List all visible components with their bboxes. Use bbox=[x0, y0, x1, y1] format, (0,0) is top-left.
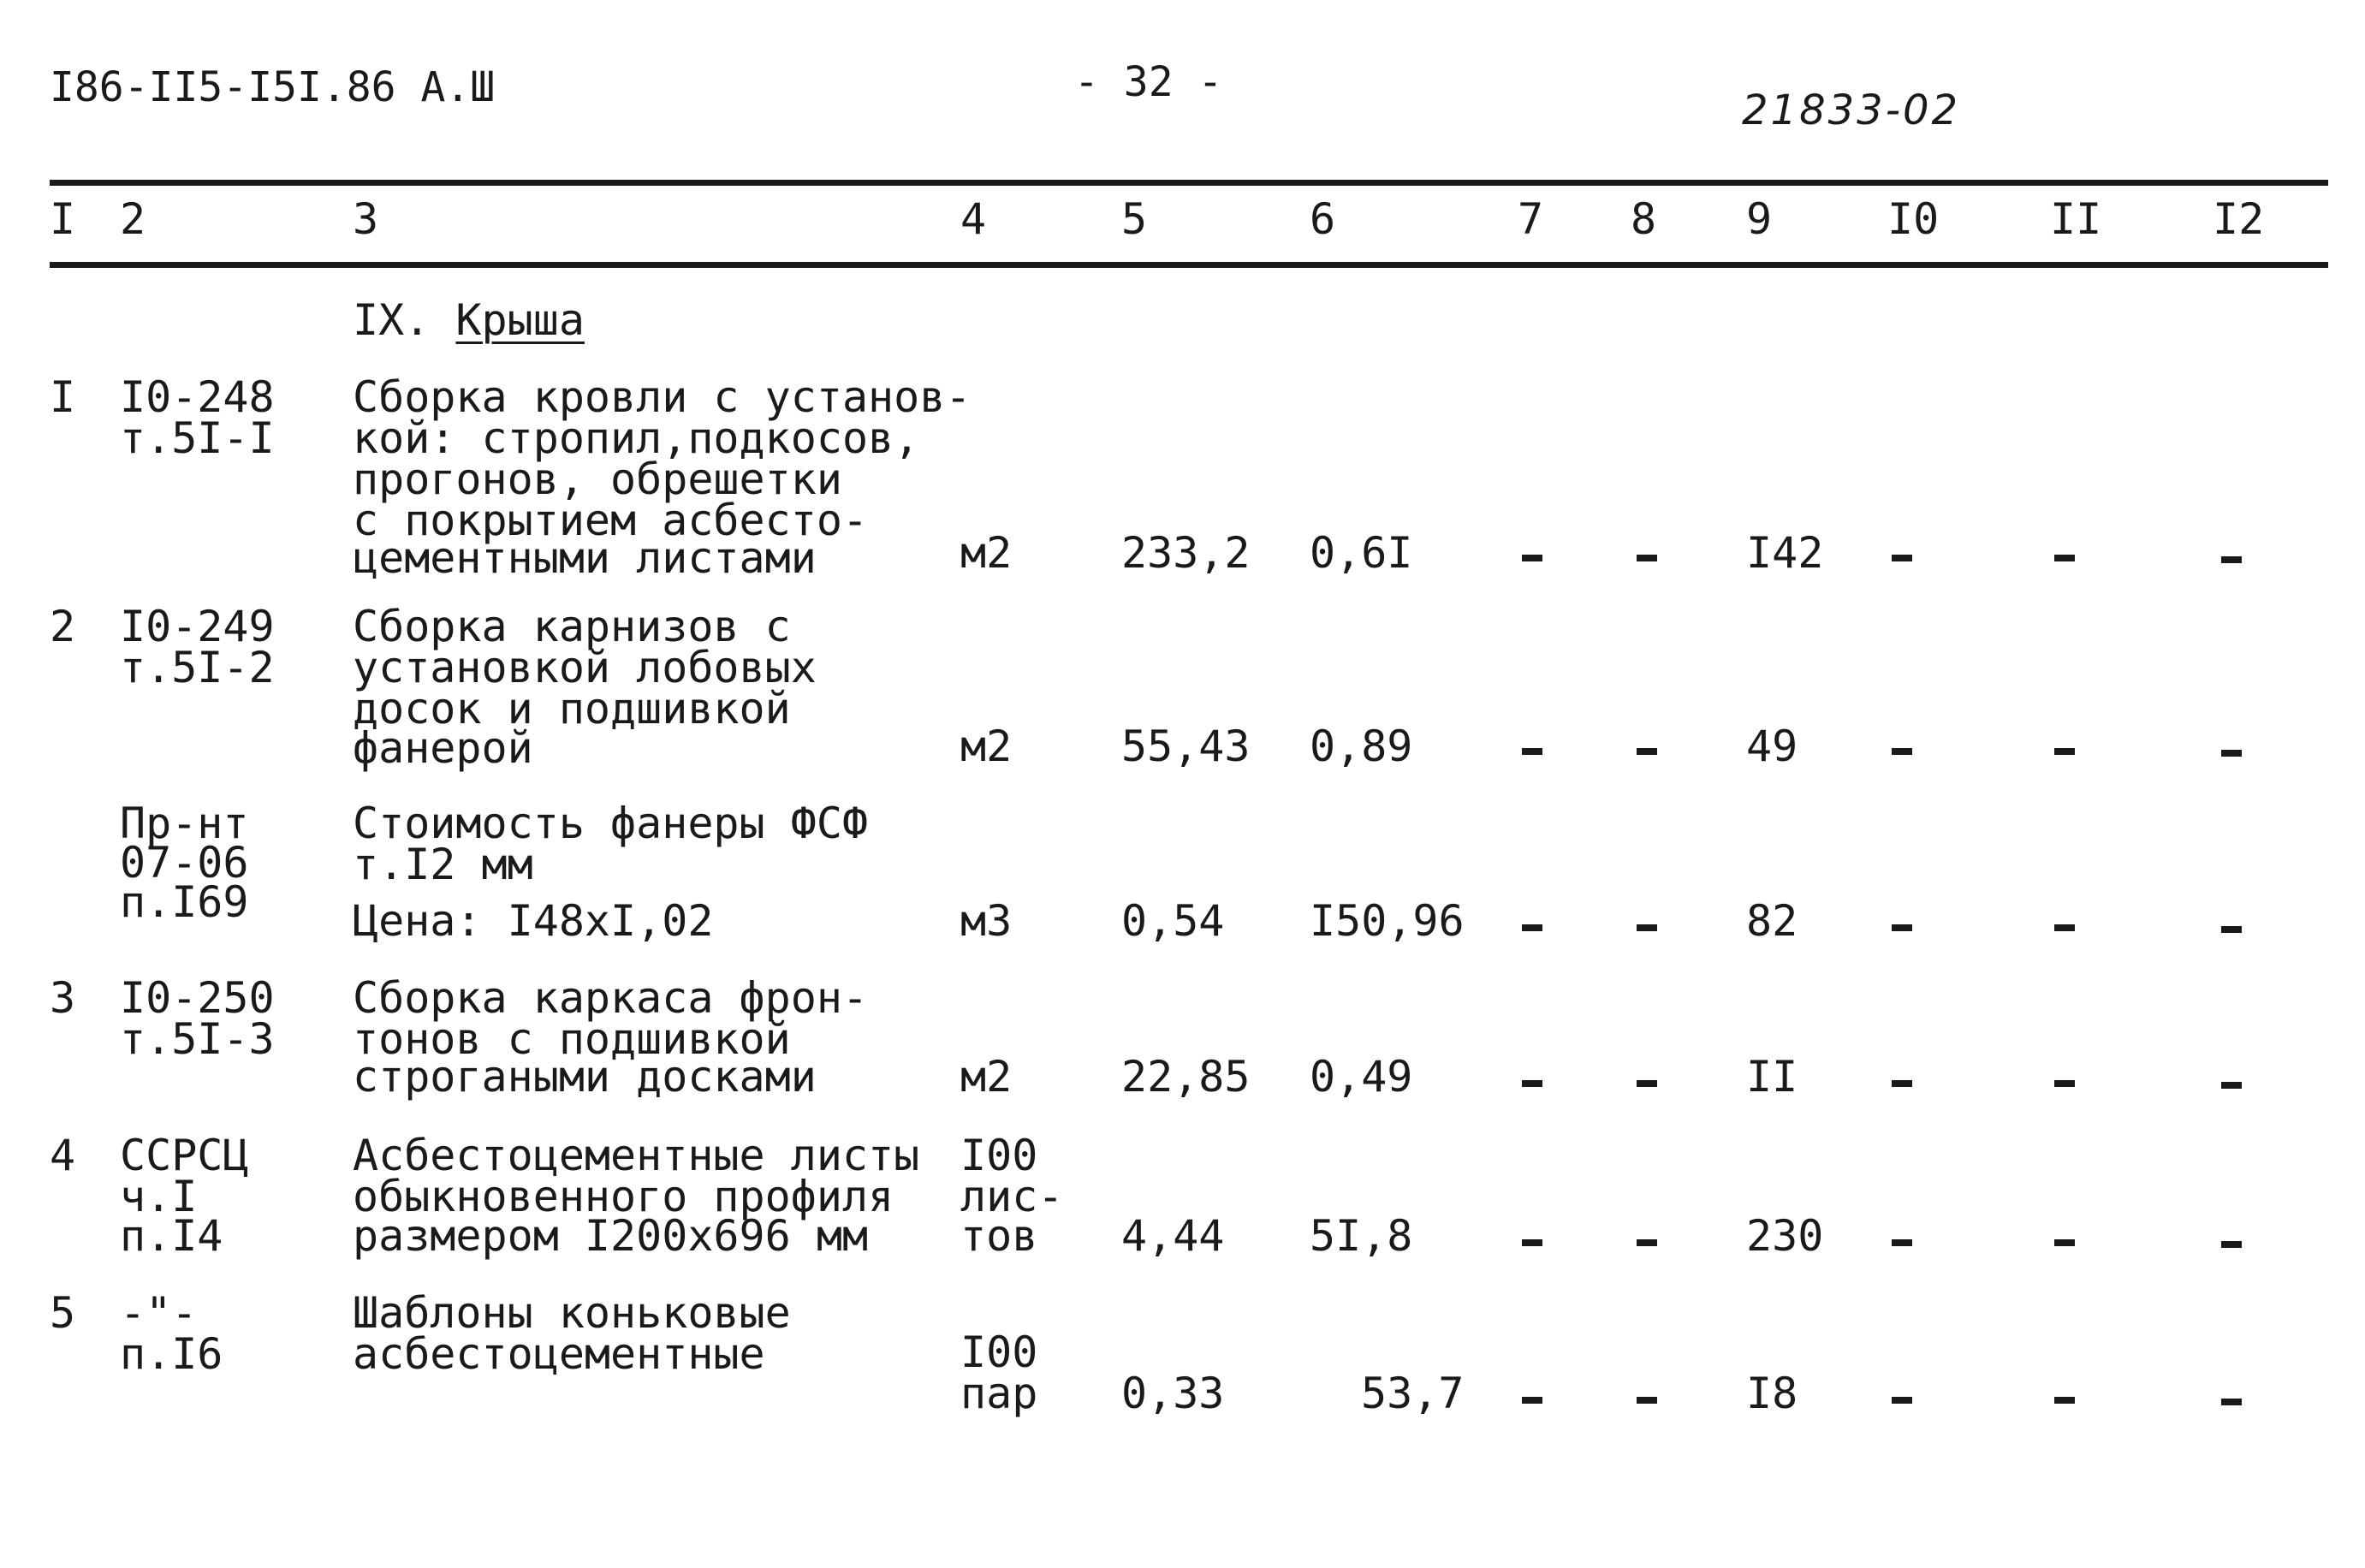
col-header-6: 6 bbox=[1310, 194, 1336, 244]
empty-cell-dash bbox=[2221, 926, 2242, 933]
unit: м2 bbox=[960, 1052, 1013, 1102]
work-description: асбестоцементные bbox=[353, 1329, 765, 1379]
unit: м2 bbox=[960, 528, 1013, 578]
work-description: Сборка каркаса фрон- bbox=[353, 973, 869, 1023]
col-header-4: 4 bbox=[960, 194, 987, 244]
empty-cell-dash bbox=[1637, 1239, 1657, 1246]
empty-cell-dash bbox=[1637, 748, 1657, 755]
empty-cell-dash bbox=[2221, 750, 2242, 757]
col-header-3: 3 bbox=[353, 194, 379, 244]
work-description: прогонов, обрешетки bbox=[353, 454, 842, 504]
row-number: I bbox=[50, 372, 76, 422]
section-heading bbox=[353, 295, 585, 345]
norm-code: ССРСЦ bbox=[120, 1131, 249, 1180]
col-header-10: I0 bbox=[1887, 194, 1940, 244]
archive-stamp: 21833-02 bbox=[1742, 86, 1961, 134]
unit: тов bbox=[960, 1211, 1038, 1261]
empty-cell-dash bbox=[1522, 1080, 1542, 1087]
empty-cell-dash bbox=[2054, 748, 2075, 755]
norm-code: I0-248 bbox=[120, 372, 275, 422]
work-description: цементными листами bbox=[353, 533, 817, 583]
work-description: размером I200х696 мм bbox=[353, 1211, 869, 1261]
empty-cell-dash bbox=[1637, 555, 1657, 561]
empty-cell-dash bbox=[2054, 1397, 2075, 1404]
empty-cell-dash bbox=[2054, 555, 2075, 561]
empty-cell-dash bbox=[2054, 1239, 2075, 1246]
quantity: 22,85 bbox=[1121, 1052, 1251, 1102]
work-description: досок и подшивкой bbox=[353, 684, 791, 734]
empty-cell-dash bbox=[2054, 924, 2075, 931]
empty-cell-dash bbox=[2221, 1241, 2242, 1248]
empty-cell-dash bbox=[1637, 1080, 1657, 1087]
row-number: 5 bbox=[50, 1288, 76, 1338]
total-value: I8 bbox=[1746, 1369, 1798, 1418]
work-description: Асбестоцементные листы bbox=[353, 1131, 920, 1180]
norm-value: 5I,8 bbox=[1310, 1211, 1413, 1261]
work-description: установкой лобовых bbox=[353, 643, 817, 692]
norm-code: 07-06 bbox=[120, 838, 249, 888]
empty-cell-dash bbox=[1522, 1397, 1542, 1404]
work-description: обыкновенного профиля bbox=[353, 1172, 894, 1221]
empty-cell-dash bbox=[2221, 1082, 2242, 1089]
quantity: 55,43 bbox=[1121, 722, 1251, 771]
section-title: Крыша bbox=[455, 295, 585, 345]
norm-code: Пр-нт bbox=[120, 799, 249, 848]
norm-value: I50,96 bbox=[1310, 896, 1465, 946]
empty-cell-dash bbox=[1522, 748, 1542, 755]
document-code: I86-II5-I5I.86 А.Ш bbox=[50, 63, 496, 111]
col-header-2: 2 bbox=[120, 194, 146, 244]
empty-cell-dash bbox=[1892, 748, 1912, 755]
col-header-8: 8 bbox=[1631, 194, 1657, 244]
empty-cell-dash bbox=[2221, 1399, 2242, 1405]
unit: I00 bbox=[960, 1131, 1038, 1180]
empty-cell-dash bbox=[1522, 555, 1542, 561]
norm-code: I0-249 bbox=[120, 602, 275, 651]
norm-value: 0,49 bbox=[1310, 1052, 1413, 1102]
col-header-11: II bbox=[2050, 194, 2102, 244]
top-rule bbox=[50, 180, 2328, 186]
work-description: кой: стропил,подкосов, bbox=[353, 413, 920, 463]
unit: пар bbox=[960, 1369, 1038, 1418]
norm-code: п.I4 bbox=[120, 1211, 223, 1261]
empty-cell-dash bbox=[2054, 1080, 2075, 1087]
work-description: Сборка карнизов с bbox=[353, 602, 791, 651]
col-header-12: I2 bbox=[2213, 194, 2265, 244]
work-description: строгаными досками bbox=[353, 1052, 817, 1102]
norm-code: т.5I-I bbox=[120, 413, 275, 463]
empty-cell-dash bbox=[1637, 1397, 1657, 1404]
norm-value: 53,7 bbox=[1361, 1369, 1465, 1418]
norm-code: т.5I-2 bbox=[120, 643, 275, 692]
norm-code: п.I69 bbox=[120, 877, 249, 927]
total-value: 230 bbox=[1746, 1211, 1824, 1261]
total-value: 49 bbox=[1746, 722, 1798, 771]
quantity: 0,54 bbox=[1121, 896, 1225, 946]
unit: м2 bbox=[960, 722, 1013, 771]
work-description: т.I2 мм bbox=[353, 840, 533, 889]
work-description: Стоимость фанеры ФСФ bbox=[353, 799, 869, 848]
col-header-5: 5 bbox=[1121, 194, 1148, 244]
empty-cell-dash bbox=[1892, 924, 1912, 931]
row-number: 4 bbox=[50, 1131, 76, 1180]
work-description: Шаблоны коньковые bbox=[353, 1288, 791, 1338]
page-number: - 32 - bbox=[1074, 58, 1223, 106]
empty-cell-dash bbox=[1892, 1239, 1912, 1246]
norm-code: п.I6 bbox=[120, 1329, 223, 1379]
quantity: 4,44 bbox=[1121, 1211, 1225, 1261]
price-formula: Цена: I48хI,02 bbox=[353, 896, 714, 946]
norm-code: ч.I bbox=[120, 1172, 198, 1221]
quantity: 0,33 bbox=[1121, 1369, 1225, 1418]
work-description: Сборка кровли с установ- bbox=[353, 372, 972, 422]
section-number: IX. bbox=[353, 295, 456, 345]
empty-cell-dash bbox=[1637, 924, 1657, 931]
header-rule bbox=[50, 262, 2328, 268]
total-value: I42 bbox=[1746, 528, 1824, 578]
empty-cell-dash bbox=[1522, 1239, 1542, 1246]
norm-code: I0-250 bbox=[120, 973, 275, 1023]
work-description: фанерой bbox=[353, 723, 533, 773]
norm-code: т.5I-3 bbox=[120, 1014, 275, 1064]
empty-cell-dash bbox=[1522, 924, 1542, 931]
norm-value: 0,89 bbox=[1310, 722, 1413, 771]
unit: I00 bbox=[960, 1327, 1038, 1377]
norm-value: 0,6I bbox=[1310, 528, 1413, 578]
row-number: 2 bbox=[50, 602, 76, 651]
work-description: тонов с подшивкой bbox=[353, 1014, 791, 1064]
col-header-1: I bbox=[50, 194, 76, 244]
empty-cell-dash bbox=[1892, 1080, 1912, 1087]
total-value: II bbox=[1746, 1052, 1798, 1102]
work-description: с покрытием асбесто- bbox=[353, 496, 869, 545]
empty-cell-dash bbox=[1892, 555, 1912, 561]
quantity: 233,2 bbox=[1121, 528, 1251, 578]
norm-code: -"- bbox=[120, 1288, 198, 1338]
empty-cell-dash bbox=[1892, 1397, 1912, 1404]
col-header-9: 9 bbox=[1746, 194, 1773, 244]
empty-cell-dash bbox=[2221, 556, 2242, 563]
row-number: 3 bbox=[50, 973, 76, 1023]
total-value: 82 bbox=[1746, 896, 1798, 946]
unit: м3 bbox=[960, 896, 1013, 946]
unit: лис- bbox=[960, 1172, 1064, 1221]
col-header-7: 7 bbox=[1518, 194, 1544, 244]
